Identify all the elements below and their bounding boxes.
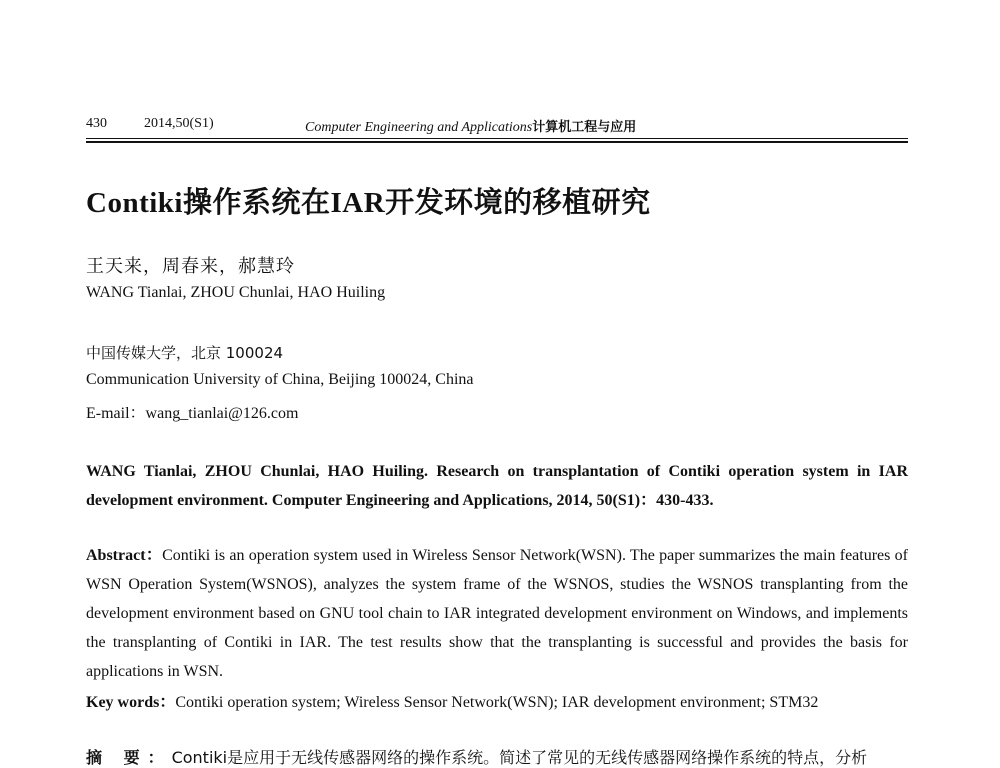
author-email: E-mail：wang_tianlai@126.com: [86, 405, 299, 422]
abstract-label: Abstract：: [86, 547, 163, 564]
keywords-label: Key words：: [86, 694, 176, 711]
authors-cn: 王天来，周春来，郝慧玲: [86, 256, 295, 277]
affiliation-cn: 中国传媒大学，北京 100024: [86, 344, 284, 362]
citation: WANG Tianlai, ZHOU Chunlai, HAO Huiling. Research on transplantation of Contiki operation system in IAR development environment. Computer Engineering and Applications, 2014, 50(S1)：430-433.: [86, 463, 908, 509]
cn-abstract-label: 摘 要：: [86, 748, 172, 767]
cn-abstract: [86, 745, 908, 768]
header-rule-thin: [86, 138, 908, 139]
keywords: [86, 688, 908, 717]
journal-name-cn: 计算机工程与应用: [532, 120, 637, 135]
running-head: [86, 116, 908, 136]
paper-title: Contiki操作系统在IAR开发环境的移植研究: [86, 187, 651, 219]
affiliation-en: Communication University of China, Beijing 100024, China: [86, 371, 474, 388]
page-number: 430: [86, 116, 107, 131]
header-rule-thick: [86, 141, 908, 143]
journal-name: [305, 116, 636, 136]
issue-info: 2014,50(S1): [144, 116, 214, 131]
keywords-text: Contiki operation system; Wireless Sensor Network(WSN); IAR development environment; STM32: [175, 694, 819, 711]
authors-en: WANG Tianlai, ZHOU Chunlai, HAO Huiling: [86, 284, 386, 301]
journal-name-en: Computer Engineering and Applications: [305, 120, 533, 135]
abstract: [86, 541, 908, 686]
abstract-text: Contiki is an operation system used in Wireless Sensor Network(WSN). The paper summarizes the main features of WSN Operation System(WSNOS), analyzes the system frame of the WSNOS, studies the WSNOS transplanting from the development environment based on GNU tool chain to IAR integrated development environment on Windows, and implements the transplanting of Contiki in IAR. The test results show that the transplanting is successful and provides the basis for applications in WSN.: [86, 547, 908, 680]
cn-abstract-text: Contiki是应用于无线传感器网络的操作系统。简述了常见的无线传感器网络操作系统的特点，分析: [171, 748, 868, 767]
